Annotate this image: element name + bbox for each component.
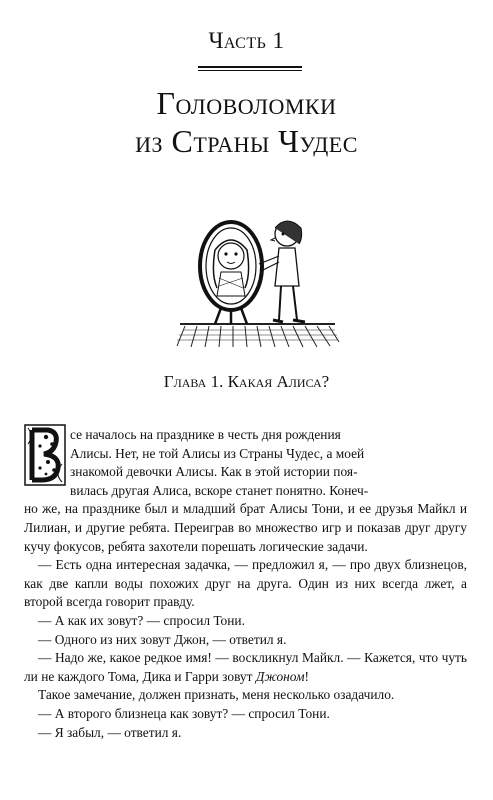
dialog-paragraph: — Я забыл, — ответил я.	[38, 724, 182, 740]
book-title	[0, 84, 493, 160]
emphasized-word: Джоном	[255, 668, 305, 684]
text-line: се началось на празднике в честь дня рождения	[70, 427, 341, 442]
part-title: Часть 1	[208, 28, 285, 53]
dialog-paragraph: — А как их зовут? — спросил Тони.	[38, 612, 245, 628]
dialog-text: — Надо же, какое редкое имя! — воскликнул Майкл. — Кажется, что чуть ли не каждого Тома, Дика и Гарри зовут	[24, 650, 467, 684]
dialog-paragraph: — А второго близнеца как зовут? — спросил Тони.	[38, 705, 330, 721]
text-line: знакомой девочки Алисы. Как в этой истории поя-	[70, 464, 358, 480]
text-line: вилась другая Алиса, вскоре станет понятно. Конеч-	[70, 482, 369, 498]
dialog-paragraph	[24, 649, 467, 686]
text-line: Алисы. Нет, не той Алисы из Страны Чудес, а моей	[70, 445, 365, 461]
title-rule	[198, 66, 302, 71]
mirror-illustration	[175, 204, 340, 349]
dialog-paragraph: — Есть одна интересная задачка, — предложил я, — про двух близнецов, как две капли воды похожих друг на друга. Один из них всегда лжет, а второй всегда говорит правду.	[24, 557, 467, 610]
paragraph: Такое замечание, должен признать, меня несколько озадачило.	[38, 687, 395, 703]
chapter-title: Глава 1. Какая Алиса?	[163, 372, 330, 391]
paragraph: но же, на празднике был и младший брат Алисы Тони, и ее друзья Майкл и Лилиан, и другие ребята. Переиграв во множество игр и показав друг другу кучу фокусов, ребята захотели порешать логические задачи.	[24, 501, 467, 554]
dropcap-wrapped-lines	[70, 426, 467, 500]
book-title-line-2: из Страны Чудес	[135, 123, 358, 159]
book-title-line-1: Головоломки	[156, 85, 337, 121]
dialog-paragraph: — Одного из них зовут Джон, — ответил я.	[38, 631, 287, 647]
chapter-body	[24, 426, 467, 742]
dialog-text-end: !	[304, 668, 310, 684]
